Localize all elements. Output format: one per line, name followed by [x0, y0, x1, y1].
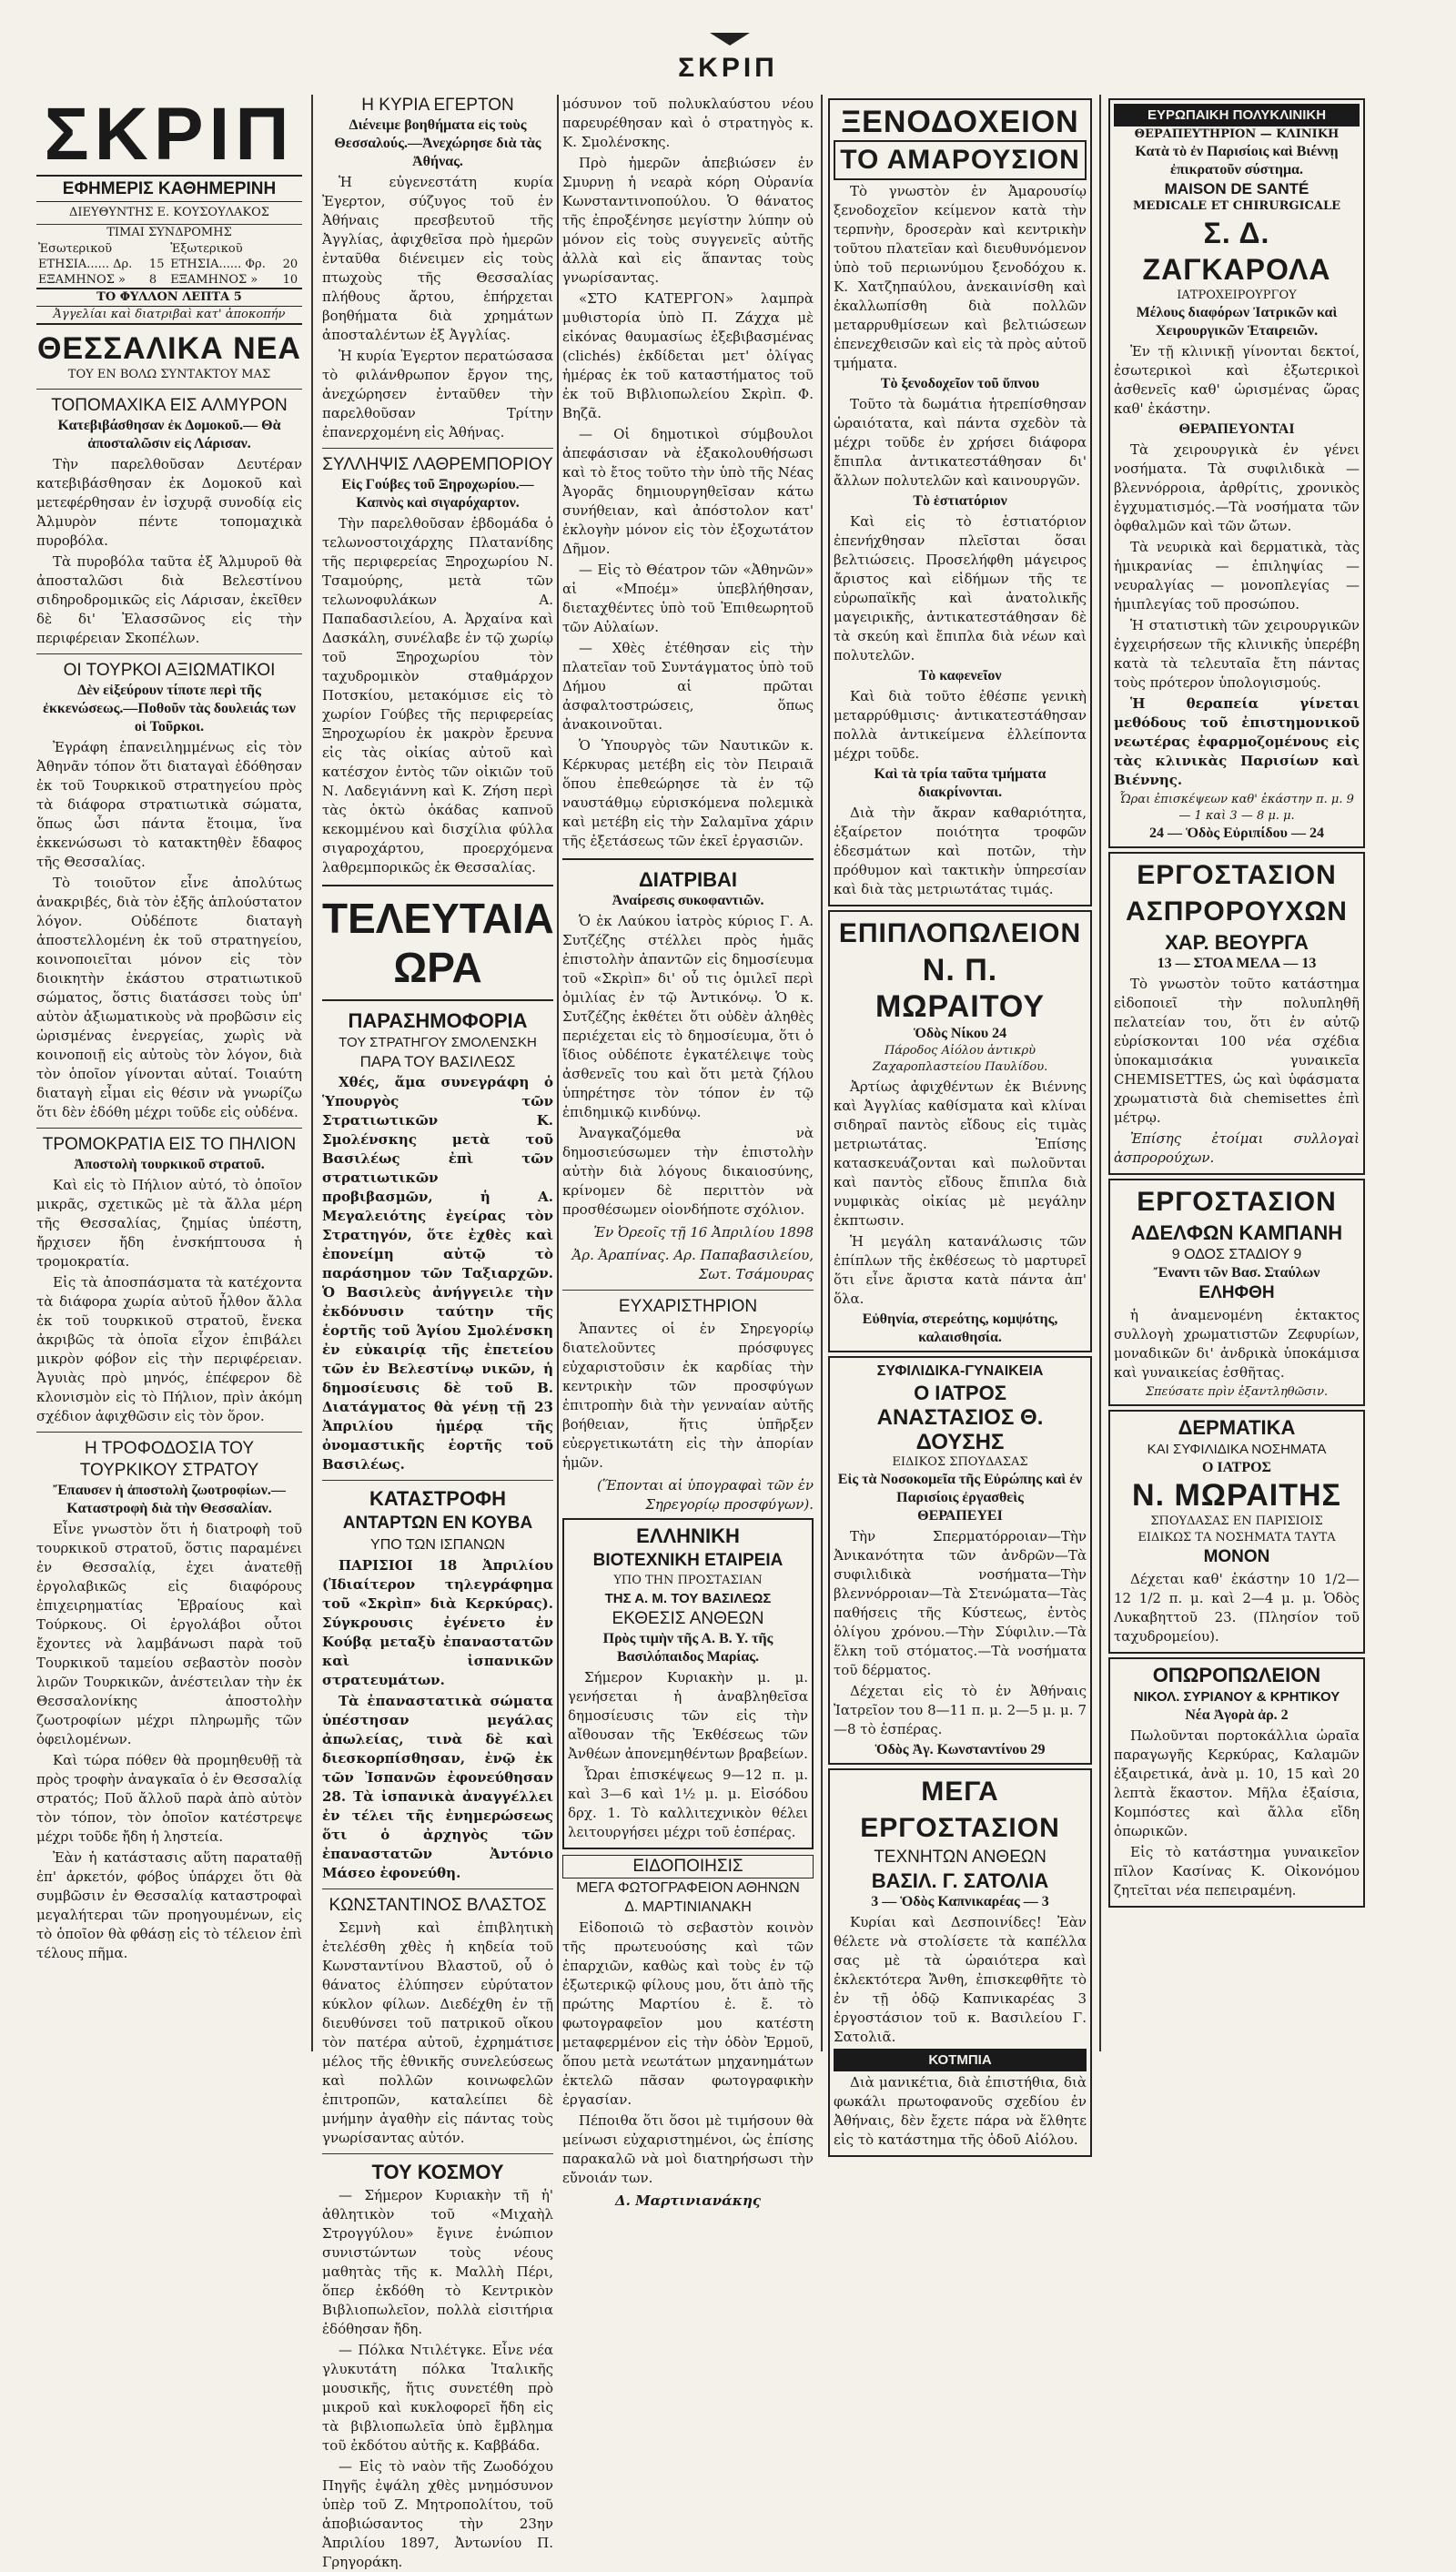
divider [322, 1480, 553, 1481]
table-cell [147, 241, 168, 257]
paragraph: Τὴν παρελθοῦσαν Δευτέραν κατεβιβάσθησαν ἐκ Δομοκοῦ καὶ μετεφέρθησαν ἐν ἰσχυρᾷ συνοδίᾳ εἰς Ἀλμυρὸν πέντε τοπομαχικὰ πυροβόλα. [36, 456, 302, 549]
advert-box [1108, 98, 1365, 848]
headline: ΔΙΑΤΡΙΒΑΙ [638, 868, 738, 891]
headline: ΕΙΔΟΠΟΙΗΣΙΣ [562, 1855, 814, 1878]
table-cell [281, 241, 302, 257]
paragraph: Ἐὰν ἡ κατάστασις αὕτη παραταθῇ ἐπ' ἀρκετόν, φόβος ὑπάρχει ὅτι θὰ συμβῶσιν ἐν Θεσσαλίᾳ καταστροφαὶ μεγαλήτεραι τῶν προηγουμένων, εἰς τὸ ὁποῖον θὰ φθάσῃ εἰς τὸ τέλειον ἐπὶ τέλους πῆμα. [36, 1849, 302, 1961]
subheadline: ΘΕΡΑΠΕΥΤΗΡΙΟΝ — ΚΛΙΝΙΚΗ [1134, 127, 1340, 141]
subheadline: ΠΑΡΑ ΤΟΥ ΒΑΣΙΛΕΩΣ [359, 1053, 516, 1070]
column-4 [828, 95, 1092, 2148]
address: 3 — Ὁδὸς Καπνικαρέας — 3 [871, 1894, 1049, 1909]
deck: Κατὰ τὸ ἐν Παρισίοις καὶ Βιέννῃ ἐπικρατοῦν σύστημα. [1135, 144, 1339, 177]
paragraph: Τὴν παρελθοῦσαν ἑβδομάδα ὁ τελωνοστοιχάρχης Πλατανίδης τῆς περιφερείας Ξηροχωρίου Ν. Τσαμούρης, μετὰ τῶν τελωνοφυλάκων Α. Παπαδασιλείου, Α. Ἀρχαίνα καὶ Δασκάλη, συνέλαβε ἐν τῷ χωρίῳ τοῦ Ξηροχωρίου τὸν ταχυδρομικὸν σταθμάρχον Ποτσκίου, μετακόμισε εἰς τὸ χωρίον Γούβες τῆς περιφερείας Ξηροχωρίου ἐκ μακρὸν ἔρευνα εἰς τὰς οἰκίας αὐτοῦ καὶ κατέσχον ἐντὸς τῶν οἰκιῶν τοῦ Ν. Λαδεγιάννη καὶ Κ. Ζήση περὶ τὰς ὀκτὼ ὀκάδας καπνοῦ κεκομμένου καὶ δισχίλια φύλλα σιγαροχάρτου, προερχόμενα λαθρεμπορικῶς ἐκ Θεσσαλίας. [322, 515, 553, 876]
section-label: ΘΕΡΑΠΕΥΟΝΤΑΙ [1178, 421, 1295, 437]
paragraph: Ἡ θεραπεία γίνεται μεθόδους τοῦ ἐπιστημονικοῦ νεωτέρας ἐφαρμοζομένους εἰς τὰς κλινικὰς Παρισίων καὶ Βιέννης. [1114, 695, 1360, 788]
divider [36, 1128, 302, 1129]
subheadline: ΒΙΟΤΕΧΝΙΚΗ ΕΤΑΙΡΕΙΑ [592, 1551, 784, 1570]
paragraph: Τὰ πυροβόλα ταῦτα ἐξ Ἁλμυροῦ θὰ ἀποσταλῶσι διὰ Βελεστίνου σιδηροδρομικῶς εἰς Λάρισαν, ἐκεῖθεν δὲ δι' Ἐλασσῶνος εἰς τὴν περιφέρειαν Σκοπέλων. [36, 553, 302, 646]
hours: Ὧραι ἐπισκέψεων καθ' ἑκάστην π. μ. 9 — 1 καὶ 3 — 8 μ. μ. [1119, 793, 1354, 823]
headline: ΕΥΡΩΠΑΙΚΗ ΠΟΛΥΚΛΙΝΙΚΗ [1114, 104, 1360, 127]
paragraph: Τὴν Σπερματόρροιαν—Τὴν Ἀνικανότητα τῶν ἀνδρῶν—Τὰ συφιλιδικὰ νοσήματα—Τὴν βλεννόρροιαν—Τὰ Στενώματα—Τὰς παθήσεις τῆς Κύστεως, ἐντὸς ὀλίγου χρόνου.—Τὴν Σύφιλιν.—Τὰ ἕλκη τοῦ στόματος.—Τὰ νοσήματα τοῦ δέρματος. [834, 1528, 1087, 1678]
subheadline: ΙΑΤΡΟΧΕΙΡΟΥΡΓΟΥ [1177, 289, 1297, 302]
headline: Η ΚΥΡΙΑ ΕΓΕΡΤΟΝ [361, 96, 514, 115]
column-5 [1108, 95, 1365, 2061]
subheadline: MAISON DE SANTÉ [1164, 180, 1309, 197]
deck: Ἔπαυσεν ἡ ἀποστολὴ ζωοτροφίων.—Καταστροφὴ διὰ τὴν Θεσσαλίαν. [53, 1483, 286, 1516]
advert-box [1108, 1179, 1365, 1406]
section-label: Καὶ τὰ τρία ταῦτα τμήματα διακρίνονται. [874, 766, 1046, 800]
address: 9 ΟΔΟΣ ΣΤΑΔΙΟΥ 9 [1171, 1247, 1302, 1262]
headline: Η ΤΡΟΦΟΔΟΣΙΑ ΤΟΥ ΤΟΥΡΚΙΚΟΥ ΣΤΡΑΤΟΥ [79, 1439, 259, 1480]
table-cell: ΕΤΗΣΙΑ...... Δρ. [38, 258, 133, 271]
paragraph: Καὶ τώρα πόθεν θὰ προμηθευθῇ τὰ πρὸς τροφὴν ἀναγκαῖα ὁ ἐν Θεσσαλίᾳ στρατός; Ποῦ ἄλλοῦ παρὰ ἀπὸ αὐτὸν τὸν τόπον, τὸν ὁποῖον κατέστρεψε μέχρι τοῦδε ἤδη ἡ ληστεία. [36, 1752, 302, 1845]
paragraph: Πέποιθα ὅτι ὅσοι μὲ τιμήσουν θὰ μείνωσι εὐχαριστημένοι, ὡς ἐπίσης παρακαλῶ νὰ μοὶ διατηρήσωσι τὴν εὔνοιάν των. [562, 2112, 814, 2186]
headline: ΕΥΧΑΡΙΣΤΗΡΙΟΝ [618, 1297, 758, 1316]
paragraph: ἡ ἀναμενομένη ἐκτακτος συλλογὴ χρωματιστῶν Ζεφυρίων, μοναδικῶν δι' ἀνδρικὰ ὑποκάμισα καὶ γυναικείας ἐσθῆτας. [1114, 1307, 1360, 1381]
column-rule [821, 95, 823, 2051]
subheadline: ΚΑΙ ΣΥΦΙΛΙΔΙΚΑ ΝΟΣΗΜΑΤΑ [1147, 1442, 1327, 1457]
paragraph: Εἶνε γνωστὸν ὅτι ἡ διατροφὴ τοῦ τουρκικοῦ στρατοῦ, ὅστις παραμένει ἐν Θεσσαλίᾳ, ἐχει ἀνατεθῇ ἐργολαβικῶς εἰς διαφόρους ἐπιχειρηματίας Ἑβραίους καὶ Τούρκους. Οἱ ἐργολάβοι οὗτοι ἔχοντες νὰ λαμβάνωσι παρὰ τοῦ Τουρκικοῦ ταμείου σεβαστὸν ποσὸν λιρῶν Τουρκικῶν, ἀνέστειλαν τὴν ἐκ Θεσσαλονίκης ἀποστολὴν ζωοτροφίων μέχρι πληρωμῆς τῶν ὀφειλομένων. [36, 1521, 302, 1747]
table-cell: 8 [148, 273, 157, 287]
section-label: Τὸ ξενοδοχεῖον τοῦ ὕπνου [880, 376, 1040, 391]
paragraph: Εἰς τὰ ἀποσπάσματα τὰ κατέχοντα τὰ διάφορα χωρία αὐτοῦ ἦλθον ἄλλα ἐκ τοῦ τουρκικοῦ στρατοῦ, ἔνεκα ἀκριβῶς τὰ ὁποῖα εἶχον ἐπιβάλει μικρὸν φόβον εἰς τὴν περιφέρειαν. Ἀγυιὰς πρὸ μηνός, ἐπέφερον δὲ κλονισμὸν εἰς τὸ Πήλιον, πρὶν ἀκόμη σχέδιον ἀφιχθῶσιν εἰς τὸν ὅρον. [36, 1274, 302, 1424]
paragraph: — Εἰς τὸ ναὸν τῆς Ζωοδόχου Πηγῆς ἐψάλη χθὲς μνημόσυνον ὑπὲρ τοῦ Ζ. Μητροπολίτου, τοῦ ἀποβιώσαντος τὴν 23ην Ἀπριλίου 1897, Ἀντωνίου Π. Γρηγοράκη. [322, 2458, 553, 2570]
deck: Διένειμε βοηθήματα εἰς τοὺς Θεσσαλούς.—Ἀνεχώρησε διὰ τὰς Ἀθήνας. [334, 117, 541, 169]
address: 13 — ΣΤΟΑ ΜΕΛΑ — 13 [1157, 956, 1317, 971]
paragraph: Ἡ εὐγενεστάτη κυρία Ἐγερτον, σύζυγος τοῦ ἐν Ἀθήναις πρεσβευτοῦ τῆς Ἀγγλίας, ἀφιχθεῖσα πρὸ ἡμερῶν ἐνταῦθα διένειμεν εἰς τοὺς πτωχοὺς τῆς Θεσσαλίας πλήθους ἄρτου, ἐπήρχεται βοηθήματα διὰ χρημάτων ἀποσταλέντων ἐξ Ἀγγλίας. [322, 174, 553, 343]
paragraph: — Χθὲς ἐτέθησαν εἰς τὴν πλατεῖαν τοῦ Συντάγματος ὑπὸ τοῦ Δήμου αἱ πρῶται ἀσφαλτοστρώσεις, ὅπως ἀνακοινοῦται. [562, 640, 814, 733]
deck: Δὲν εἰξεύρουν τίποτε περὶ τῆς ἐκκενώσεως.—Ποθοῦν τὰς δουλειάς των οἱ Τοῦρκοι. [43, 683, 296, 734]
deck: Κατεβιβάσθησαν ἐκ Δομοκοῦ.— Θὰ ἀποσταλῶσιν εἰς Λάρισαν. [57, 418, 281, 451]
address: Πάροδος Αἰόλου ἀντικρὺ Ζαχαροπλαστείου Παυλίδου. [872, 1044, 1048, 1074]
table-cell: ΕΞΑΜΗΝΟΣ » [170, 273, 258, 287]
paragraph: Σεμνὴ καὶ ἐπιβλητικὴ ἐτελέσθη χθὲς ἡ κηδεία τοῦ Κωνσταντίνου Βλαστοῦ, οὗ ὁ θάνατος ἐλύπησεν εὐρύτατον κύκλον φίλων. Διεδέχθη ἐν τῇ διευθύνσει τοῦ πατρικοῦ οἴκου τὸν πατέρα αὐτοῦ, ἐχρημάτισε μέλος τῆς ἐθνικῆς συνελεύσεως καὶ πολλῶν κοινωφελῶν ἐπιτροπῶν, καταλείπει δὲ μνήμην ἀγαθὴν εἰς πάντας τοὺς γνωρίσαντας αὐτόν. [322, 1919, 553, 2146]
table-cell: ΕΞΑΜΗΝΟΣ » [38, 273, 126, 287]
headline: ΜΕΓΑ ΕΡΓΟΣΤΑΣΙΟΝ [860, 1777, 1060, 1843]
running-head: ΣΚΡΙΠ [678, 53, 778, 83]
paragraph: Χθές, ἅμα συνεγράφη ὁ Ὑπουργὸς τῶν Στρατιωτικῶν Κ. Σμολένσκης μετὰ τοῦ Βασιλέως ἐπὶ τῶν στρατιωτικῶν προβιβασμῶν, ἡ Α. Μεγαλειότης ἐγείρας τὸν Στρατηγόν, ὅτε ἐχθὲς καὶ ἐπονείμη αὐτῷ τὸ παράσημον τῶν Ταξιαρχῶν. Ὁ Βασιλεὺς ἀνήγγειλε τὴν ἐκδόνυσιν ταύτην τῆς ἑορτῆς τοῦ Ἁγίου Σμολένσκη ἐν εὐκαιρίᾳ τῆς ἐπετείου τῶν ἐν Βελεστίνῳ νικῶν, ἡ δημοσίευσις δὲ τοῦ Β. Διατάγματος θὰ γένῃ τῇ 23 Ἀπριλίου ἡμέρᾳ τῆς ὀνομαστικῆς ἑορτῆς τοῦ Βασιλέως. [322, 1074, 553, 1473]
paragraph: Ἐπίσης ἐτοίμαι συλλογαὶ ἀσπρορούχων. [1114, 1130, 1360, 1166]
paragraph: Ἐν τῇ κλινικῇ γίνονται δεκτοί, ἐσωτερικοὶ καὶ ἐξωτερικοὶ ἀσθενεῖς καθ' ὡρισμένας ὥρας καθ' ἑκάστην. [1114, 343, 1360, 417]
subheadline: ΕΙΔΙΚΟΣ ΣΠΟΥΔΑΣΑΣ [892, 1455, 1028, 1469]
paragraph: Σήμερον Κυριακὴν μ. μ. γενήσεται ἡ ἀναβληθεῖσα δημοσίευσις τῶν εἰς τὴν αἴθουσαν τῆς Ἐκθέσεως τῶν Ἀνθέων ἀπονεμηθέντων βραβείων. [568, 1669, 808, 1762]
paragraph: Καὶ εἰς τὸ Πήλιον αὐτό, τὸ ὁποῖον μικρᾶς, σχετικῶς μὲ τὰ ἄλλα μέρη τῆς Θεσσαλίας, ζημίας ὑπέστη, ἤρχισεν ἤδη ἐνσκήπτουσα ἡ τρομοκρατία. [36, 1177, 302, 1270]
headline: ΕΛΛΗΝΙΚΗ [636, 1524, 740, 1547]
paragraph: Σπεύσατε πρὶν ἐξαντληθῶσιν. [1145, 1385, 1329, 1399]
subheadline: ΑΔΕΛΦΩΝ ΚΑΜΠΑΝΗ [1130, 1221, 1343, 1244]
deck: Εἰς τὰ Νοσοκομεῖα τῆς Εὐρώπης καὶ ἐν Παρισίοις ἐργασθεὶς [837, 1472, 1083, 1505]
headline: ΕΡΓΟΣΤΑΣΙΟΝ [1137, 860, 1337, 890]
section-label: ΚΟΤΜΠΙΑ [834, 2049, 1087, 2071]
big-headline: ΤΕΛΕΥΤΑΙΑ ΩΡΑ [322, 895, 554, 991]
paragraph: Ἡ κυρία Ἐγερτον περατώσασα τὸ φιλάνθρωπον ἔργον της, ἀνεχώρησεν ἐνταῦθεν τὴν παρελθοῦσαν Τρίτην ἐπανερχομένη εἰς Ἀθήνας. [322, 348, 553, 440]
divider [322, 2153, 553, 2154]
advert-box [828, 98, 1092, 906]
subheadline: ΜΟΝΟΝ [1203, 1547, 1270, 1566]
address: 24 — Ὁδὸς Εὐριπίδου — 24 [1149, 825, 1324, 841]
address: Ὁδὸς Νίκου 24 [913, 1026, 1007, 1041]
subheadline: ΤΕΧΝΗΤΩΝ ΑΝΘΕΩΝ [874, 1848, 1046, 1867]
headline: ΤΟΥ ΚΟΣΜΟΥ [371, 2161, 504, 2183]
subheadline: ΑΣΠΡΟΡΟΥΧΩΝ [1126, 896, 1348, 927]
divider [36, 1432, 302, 1433]
divider [322, 1888, 553, 1889]
subheadline: ΤΟ ΑΜΑΡΟΥΣΙΟΝ [834, 140, 1087, 180]
subheadline: ΧΑΡ. ΒΕΟΥΡΓΑ [1165, 931, 1309, 954]
paragraph: Δέχεται καθ' ἑκάστην 10 1/2—12 1/2 π. μ. καὶ 2—4 μ. μ. Ὁδὸς Λυκαβηττοῦ 23. (Πλησίον τοῦ ταχυδρομείου). [1114, 1571, 1360, 1645]
address: Νέα Ἀγορὰ ἀρ. 2 [1185, 1707, 1289, 1723]
headline: ΞΕΝΟΔΟΧΕΙΟΝ [841, 105, 1079, 139]
signature: Ἀρ. Ἀραπίνας. Αρ. Παπαβασιλείου, Σωτ. Τσάμουρας [571, 1247, 814, 1282]
subheadline: Ν. Π. ΜΩΡΑΙΤΟΥ [875, 953, 1046, 1024]
table-cell: 15 [148, 258, 165, 271]
column-rule [1099, 95, 1101, 2051]
paragraph: — Εἰς τὸ Θέατρον τῶν «Ἀθηνῶν» αἱ «Μποέμ» ὑπεβλήθησαν, διεταχθέντες ὑπὸ τοῦ Ἐπιθεωρητοῦ τῶν Αὐλαίων. [562, 562, 814, 635]
paragraph: Τὰ ἐπαναστατικὰ σώματα ὑπέστησαν μεγάλας ἀπωλείας, τινὰ δὲ καὶ διεσκορπίσθησαν, ἐνῷ ἐκ τῶν Ἰσπανῶν ἐφονεύθησαν 28. Τὰ ἰσπανικὰ ἀναγγέλλει ἐν τέλει τῆς ἐνημερώσεως ὅτι ὁ ἀρχηγὸς τῶν ἐπαναστατῶν Ἀντόνιο Μάσεο ἐφονεύθη. [322, 1693, 553, 1881]
deck: Μέλους διαφόρων Ἰατρικῶν καὶ Χειρουργικῶν Ἑταιρειῶν. [1136, 305, 1338, 339]
paragraph: ΠΑΡΙΣΙΟΙ 18 Ἀπριλίου (Ἰδιαίτερον τηλεγράφημα τοῦ «Σκρὶπ» διὰ Κερκύρας). Σύγκρουσις ἐγένετο ἐν Κούβᾳ μεταξὺ ἐπαναστατῶν καὶ ἰσπανικῶν στρατευμάτων. [322, 1557, 553, 1688]
headline: ΔΕΡΜΑΤΙΚΑ [1178, 1416, 1296, 1439]
divider [322, 448, 553, 449]
headline: ΤΟΠΟΜΑΧΙΚΑ ΕΙΣ ΑΛΜΥΡΟΝ [51, 396, 288, 415]
paragraph: Ὁ Ὑπουργὸς τῶν Ναυτικῶν κ. Κέρκυρας μετέβη εἰς τὸν Πειραιᾶ ὅπου ἐπεθεώρησε τὰ ἐν τῷ ναυστάθμῳ εὑρισκόμενα πολεμικὰ καὶ μετέβη εἰς τὴν Σαλαμῖνα χάριν τῆς ἐξετάσεως τῶν ἐκεῖ ἐργασιῶν. [562, 737, 814, 849]
advert-box [828, 910, 1092, 1352]
table-cell: 20 [282, 258, 298, 271]
subscription-table [36, 241, 302, 288]
ads-note: Ἀγγελίαι καὶ διατριβαὶ κατ' ἀποκοπήν [36, 307, 302, 325]
paragraph: Τοῦτο τὰ δωμάτια ἠτρεπίσθησαν ὡραιότατα, καὶ πάντα σχεδὸν τὰ μέχρι τοῦδε ἐν χρήσει διάφορα ἔπιπλα ἀντικατεστάθησαν δι' ἄλλων πολυτελῶν καὶ καινουργῶν. [834, 396, 1087, 489]
advert-box [828, 1768, 1092, 2157]
paragraph: Ἐγράφη ἐπανειλημμένως εἰς τὸν Ἀθηνᾶν τόπον ὅτι διαταγαὶ ἐδόθησαν ἐκ τοῦ Τουρκικοῦ στρατηγείου πρὸς τὰ διάφορα στρατιωτικὰ σώματα, ὅπως ὦσι πάντα ἕτοιμα, ἵνα ἐκκενώσωσι τὸ κατακτηθὲν ἔδαφος τῆς Θεσσαλίας. [36, 739, 302, 870]
deck: Εἰς Γούβες τοῦ Ξηροχωρίου.—Καπνὸς καὶ σιγαρόχαρτον. [341, 477, 534, 511]
paragraph: Ὧραι ἐπισκέψεως 9—12 π. μ. καὶ 3—6 καὶ 1½ μ. μ. Εἰσόδου δρχ. 1. Τὸ καλλιτεχνικὸν θέλει λειτουργήσει μέχρι τοῦ ἐσπέρας. [568, 1767, 808, 1840]
masthead-subtitle: ΕΦΗΜΕΡΙΣ ΚΑΘΗΜΕΡΙΝΗ [36, 175, 302, 202]
doctor-name: ΑΝΑΣΤΑΣΙΟΣ Θ. ΔΟΥΣΗΣ [876, 1405, 1044, 1454]
divider [322, 885, 553, 886]
paragraph: Πρὸ ἡμερῶν ἀπεβιώσεν ἐν Σμυρνῃ ἡ νεαρὰ κόρη Οὐρανία Κωνσταντινοπούλου. Ὁ θάνατος τῆς ἐπροξένησε μεγίστην λύπην οὐ μόνον εἰς τοὺς συγγενεῖς αὐτῆς ἀλλὰ καὶ εἰς ἅπαντας τοὺς γνωρίσαντας. [562, 155, 814, 286]
subheadline: Ο ΙΑΤΡΟΣ [914, 1382, 1006, 1404]
paragraph: Κυρίαι καὶ Δεσποινίδες! Ἐὰν θέλετε νὰ στολίσετε τὰ καπέλλα σας μὲ τὰ ὡραιότερα καὶ ἐκλεκτότερα Ἄνθη, ἐπισκεφθῆτε τὸ ἐν τῇ ὁδῷ Καπνικαρέας 3 ἐργοστάσιον τοῦ κ. Βασιλείου Γ. Σατολιᾶ. [834, 1914, 1087, 2045]
issue-price: ΤΟ ΦΥΛΛΟΝ ΛΕΠΤΑ 5 [36, 288, 302, 307]
deck: Πρὸς τιμὴν τῆς Α. Β. Υ. τῆς Βασιλόπαιδος Μαρίας. [602, 1631, 774, 1665]
address: Ὁδὸς Ἀγ. Κωνσταντίνου 29 [875, 1742, 1046, 1757]
paragraph: Καὶ εἰς τὸ ἑστιατόριον ἐπενήχθησαν πλεῖσται ὅσαι βελτιώσεις. Προσελήφθη μάγειρος ἄριστος καὶ εἰδήμων τῆς τε εὐρωπαϊκῆς καὶ ἀνατολικῆς μαγειρικῆς, ἀντικατεστάθησαν δὲ τὰ σκεύη καὶ ἔπιπλα διὰ νέων καὶ πολυτελῶν. [834, 513, 1087, 663]
headline: ΟΠΩΡΟΠΩΛΕΙΟΝ [1152, 1664, 1321, 1686]
column-rule [557, 95, 559, 2051]
section-label: ΘΕΡΑΠΕΥΕΙ [917, 1508, 1003, 1524]
headline: ΣΥΦΙΛΙΔΙΚΑ-ΓΥΝΑΙΚΕΙΑ [876, 1363, 1044, 1379]
headline: ΟΙ ΤΟΥΡΚΟΙ ΑΞΙΩΜΑΤΙΚΟΙ [63, 661, 276, 680]
advert-box [1108, 852, 1365, 1175]
subheadline: ΤΗΣ Α. Μ. ΤΟΥ ΒΑΣΙΛΕΩΣ [604, 1591, 772, 1606]
subheadline: Ο ΙΑΤΡΟΣ [1201, 1460, 1272, 1475]
divider [36, 653, 302, 654]
paragraph: Διὰ τὴν ἄκραν καθαριότητα, ἐξαίρετον ποιότητα τροφῶν ἐδεσμάτων καὶ ποτῶν, τὴν πρόθυμον καὶ τακτικὴν ὑπηρεσίαν καὶ διὰ τὰς μετριωτάτας τιμάς. [834, 805, 1087, 897]
paragraph: Ἀναγκαζόμεθα νὰ δημοσιεύσωμεν τὴν ἐπιστολὴν αὐτὴν διὰ λόγους δικαιοσύνης, κρίνομεν δὲ περιττὸν νὰ προσθέσωμεν οἱονδήποτε σχόλιον. [562, 1125, 814, 1218]
headline: ΤΡΟΜΟΚΡΑΤΙΑ ΕΙΣ ΤΟ ΠΗΛΙΟΝ [42, 1135, 297, 1154]
paragraph: — Σήμερον Κυριακὴν τῆ ἡ' ἀθλητικὸν τοῦ «Μιχαὴλ Στρογγύλου» ἔγινε ἐνώπιον συνιστώντων τοὺς νέους μαθητὰς τῆς κ. Μαλλὴ Πέρι, ὅπερ ἐκδόθη τὸ Κεντρικὸν Βιβλιοπωλεῖον, πολλὰ εἰσιτήρια ἐδόθησαν ἤδη. [322, 2187, 553, 2337]
table-cell: ΕΤΗΣΙΑ...... Φρ. [170, 258, 266, 271]
headline: ΚΩΝΣΤΑΝΤΙΝΟΣ ΒΛΑΣΤΟΣ [329, 1896, 547, 1915]
table-cell: Ἐσωτερικοῦ [38, 242, 113, 256]
paragraph: Ὁ ἐκ Λαύκου ἰατρὸς κύριος Γ. Α. Συτζέζης στέλλει πρὸς ἡμᾶς ἐπιστολὴν ἀπαντῶν εἰς δημοσίευμα τοῦ «Σκρὶπ» δι' οὗ τις ὁμιλεῖ περὶ ὁμιλίας ἐν τῷ Ἀντικόνῳ. Ὁ κ. Συτζέζης ἐκθέτει ὅτι οὐδὲν ἀληθὲς περιέχεται εἰς τὸ δημοσίευμα, ὅτι ὁ ἴδιος οὐδέποτε ἐγκατέλειψε τοὺς ἀσθενεῖς του καὶ ὅτι μετὰ ζήλου ὑπηρέτησε τὸν τόπον ἐν τῷ ἐπιδημικῷ κινδύνῳ. [562, 913, 814, 1120]
advert-box [562, 1518, 814, 1849]
section-label: ΕΛΗΦΘΗ [1198, 1283, 1275, 1302]
subheadline: ΕΙΔΙΚΩΣ ΤΑ ΝΟΣΗΜΑΤΑ ΤΑΥΤΑ [1138, 1531, 1336, 1544]
masthead-director: ΔΙΕΥΘΥΝΤΗΣ Ε. ΚΟΥΣΟΥΛΑΚΟΣ [36, 202, 302, 225]
headline: ΕΠΙΠΛΟΠΩΛΕΙΟΝ [838, 918, 1082, 948]
headline: ΠΑΡΑΣΗΜΟΦΟΡΙΑ [348, 1009, 528, 1032]
subheadline: ΜΕΓΑ ΦΩΤΟΓΡΑΦΕΙΟΝ ΑΘΗΝΩΝ [576, 1880, 800, 1896]
paragraph: — Πόλκα Ντιλέτγκε. Εἶνε νέα γλυκυτάτη πόλκα Ἰταλικῆς μουσικῆς, ἥτις συνετέθη πρὸ μικροῦ καὶ κυκλοφορεῖ ἤδη εἰς τὰ βιβλιοπωλεῖα ὑπὸ ἔμβλημα τοῦ ἐκδότου αὐτῆς κ. Καββάδα. [322, 2342, 553, 2454]
paragraph: Εἰς τὸ κατάστημα γυναικεῖον πῖλον Κασίνας Κ. Οἰκονόμου ζητεῖται νέα πεπειραμένη. [1114, 1844, 1360, 1899]
address: Ἔναντι τῶν Βασ. Σταύλων [1153, 1265, 1320, 1281]
paragraph: Τὰ χειρουργικὰ ἐν γένει νοσήματα. Τὰ συφιλιδικὰ — βλεννόρροια, ἀρθρίτις, χρονικὸς ἐγχυματισμός.—Τὰ νοσήματα τῶν ὀφθαλμῶν καὶ τῶν ὤτων. [1114, 441, 1360, 534]
headline: ΚΑΤΑΣΤΡΟΦΗ [369, 1487, 506, 1510]
section-label: Τὸ ἑστιατόριον [913, 493, 1007, 509]
paragraph: Ἀρτίως ἀφιχθέντων ἐκ Βιέννης καὶ Ἀγγλίας καθίσματα καὶ κλίναι σιδηραῖ παντὸς εἴδους εἰς τιμὰς μετριωτάτας. Ἐπίσης κατασκευάζονται καὶ πωλοῦνται καὶ παντὸς εἴδους ἔπιπλα διὰ νυμφικὰς οἰκίας μὲ μεγάλην ἐκπτωσιν. [834, 1078, 1087, 1229]
paragraph: Πωλοῦνται πορτοκάλλια ὡραῖα παραγωγῆς Κερκύρας, Καλαμῶν ἐξαιρετικά, ἀνὰ μ. 10, 15 καὶ 20 λεπτὰ ἕκαστον. Μῆλα ἐξαίσια, Κομπόστες καὶ ἄλλα εἴδη ὀπωρικῶν. [1114, 1727, 1360, 1839]
subheadline: ΣΠΟΥΔΑΣΑΣ ΕΝ ΠΑΡΙΣΙΟΙΣ [1150, 1514, 1323, 1528]
subheadline: ΑΝΤΑΡΤΩΝ ΕΝ ΚΟΥΒΑ [342, 1514, 533, 1533]
subheadline: Δ. ΜΑΡΤΙΝΙΑΝΑΚΗ [624, 1899, 752, 1915]
divider [562, 1290, 814, 1291]
subheadline: ΕΚΘΕΣΙΣ ΑΝΘΕΩΝ [612, 1609, 764, 1628]
dateline: Ἐν Ὀρεοῖς τῇ 16 Ἀπριλίου 1898 [593, 1224, 814, 1240]
table-row [36, 272, 302, 288]
table-row [36, 241, 302, 257]
paragraph: Τὰ νευρικὰ καὶ δερματικὰ, τὰς ἡμικρανίας — ἐπιληψίας — νευραλγίας — μονοπλεγίας — ἡμιπλεγίας τοῦ προσώπου. [1114, 539, 1360, 613]
paragraph: Τὸ γνωστὸν τοῦτο κατάστημα εἰδοποιεῖ τὴν πολυπληθῆ πελατείαν του, ὅτι ἐν αὐτῷ εὑρίσκονται 100 νέα σχέδια ὑποκαμισάκια γυναικεῖα CHEMISETTES, ὡς καὶ ὑφάσματα χρωματιστὰ διὰ chemisettes ἐπὶ μέτρῳ. [1114, 976, 1360, 1126]
divider [36, 389, 302, 390]
paragraph: Ἡ μεγάλη κατανάλωσις τῶν ἐπίπλων τῆς ἐκθέσεως τὸ μαρτυρεῖ ὅτι εἶνε ἄριστα κατὰ πάντα ἀπ' ὅλα. [834, 1233, 1087, 1307]
advert-box [1108, 1657, 1365, 1908]
table-cell: Ἐξωτερικοῦ [170, 242, 243, 256]
subheadline: MEDICALE ET CHIRURGICALE [1132, 199, 1341, 213]
masthead-title: ΣΚΡΙΠ [44, 93, 295, 176]
section-title: ΘΕΣΣΑΛΙΚΑ ΝΕΑ [37, 331, 301, 366]
divider [322, 999, 553, 1001]
paragraph: Τὸ γνωστὸν ἐν Ἀμαρουσίῳ ξενοδοχεῖον κείμενον κατὰ τὴν τερπνὴν, δροσερὰν καὶ κεντρικὴν τοῦτου πλατεῖαν καὶ διευθυνόμενον ὑπὸ τοῦ περιωνύμου ξενοδόχου κ. Κ. Χατζηπαύλου, ἀνεκαινίσθη καὶ ἐκαλλωπίσθη διὰ πολλῶν μεταρρυθμίσεων καὶ βελτιώσεων ἐπενεχθεισῶν καὶ εἰς τὰ πρὸς αὐτοῦ τμήματα. [834, 183, 1087, 371]
headline: ΣΥΛΛΗΨΙΣ ΛΑΘΡΕΜΠΟΡΙΟΥ [322, 455, 553, 474]
section-label: Τὸ καφενεῖον [918, 668, 1002, 684]
slogan: Εὐθηνία, στερεότης, κομψότης, καλαισθησία. [862, 1311, 1058, 1345]
signature: (Ἕπονται αἱ ὑπογραφαὶ τῶν ἐν Σηρεγορίῳ προσφύγων). [596, 1477, 814, 1513]
subheadline: ΝΙΚΟΛ. ΣΥΡΙΑΝΟΥ & ΚΡΗΤΙΚΟΥ [1133, 1689, 1340, 1705]
deck: Ἀναίρεσις συκοφαντιῶν. [612, 893, 764, 908]
paragraph: Τὸ τοιοῦτον εἶνε ἀπολύτως ἀνακριβές, διὰ τὸν ἐξῆς ἁπλούστατον λόγον. Οὐδέποτε διαταγὴ ἀποστελλομένη ἐκ τοῦ στρατηγείου, κοινοποιεῖται μόνον εἰς τὸν διοικητὴν ἑκάστου στρατιωτικοῦ σώματος, ὅστις διατάσσει τοὺς ὑπ' αὐτὸν ἀξιωματικοὺς νὰ προβῶσιν εἰς ὡρισμένας ἐνεργείας, χωρὶς νὰ κοινοποιῇ εἰς αὐτοὺς τὸν λόγον, διὰ τὸν ὁποῖον γίνονται αὐταί. Τοιαύτη διαταγὴ εἶμαι εἰς θέσιν νὰ γνωρίζω ὅτι δὲν ἐδόθη μέχρι τοῦδε εἰς οὐδένα. [36, 875, 302, 1120]
subscription-label: ΤΙΜΑΙ ΣΥΝΔΡΟΜΗΣ [106, 226, 232, 239]
doctor-name: Σ. Δ. ΖΑΓΚΑΡΟΛΑ [1142, 217, 1331, 286]
byline: ΤΟΥ ΕΝ ΒΟΛΩ ΣΥΝΤΑΚΤΟΥ ΜΑΣ [67, 368, 271, 381]
column-rule [311, 95, 313, 2051]
paragraph: Διὰ μανικέτια, διὰ ἐπιστήθια, διὰ φωκάλι πρωτοφανοῦς σχεδίου ἐν Ἀθήναις, δὲν ἔχετε πάρα νὰ ἔλθητε εἰς τὸ κατάστημα τῆς ὁδοῦ Αἰόλου. [834, 2074, 1087, 2148]
subheadline: ΒΑΣΙΛ. Γ. ΣΑΤΟΛΙΑ [871, 1869, 1049, 1892]
doctor-name: Ν. ΜΩΡΑΙΤΗΣ [1132, 1478, 1341, 1513]
ornament-mark [710, 33, 750, 46]
table-cell: 10 [282, 273, 298, 287]
signature: Δ. Μαρτινιανάκης [615, 2192, 761, 2209]
subheadline: ΥΠΟ ΤΗΝ ΠΡΟΣΤΑΣΙΑΝ [613, 1574, 763, 1587]
deck: Ἀποστολὴ τουρκικοῦ στρατοῦ. [74, 1157, 265, 1172]
paragraph: Ἡ στατιστικὴ τῶν χειρουργικῶν ἐγχειρήσεων τῆς κλινικῆς ὑπερέβη κατὰ τὰ τελευταῖα ἔτη πάντας τοὺς πρότερον ὑπολογισμούς. [1114, 617, 1360, 691]
advert-box [828, 1356, 1092, 1765]
paragraph: Δέχεται εἰς τὸ ἐν Ἀθήναις Ἰατρεῖον του 8—11 π. μ. 2—5 μ. μ. 7—8 τὸ ἑσπέρας. [834, 1683, 1087, 1737]
paragraph: μόσυνον τοῦ πολυκλαύστου νέου παρευρέθησαν καὶ ὁ στρατηγὸς κ. Κ. Σμολένσκης. [562, 96, 814, 150]
paragraph: — Οἱ δημοτικοὶ σύμβουλοι ἀπεφάσισαν νὰ ἐξακολουθήσωσι καὶ τὸ ἔτος τοῦτο τὴν ὑπὸ τῆς Νέας Ἀγορᾶς δημιουργηθεῖσαν κάτω συνήθειαν, καὶ ἀπόστολον κατ' ἐκλογὴν μόνον εἰς τὸν ἐξοχωτάτον Δῆμον. [562, 426, 814, 557]
paragraph: Εἰδοποιῶ τὸ σεβαστὸν κοινὸν τῆς πρωτευούσης καὶ τῶν ἐπαρχιῶν, καθὼς καὶ τοὺς ἐν τῷ ἐξωτερικῷ φίλους μου, ὅτι ἀπὸ τῆς πρώτης Μαρτίου ἐ. ἔ. τὸ φωτογραφεῖον μου κατέστη μεταφερμένον εἰς τὴν ὁδὸν Ἑρμοῦ, ὅπου μετὰ νεωτάτων μηχανημάτων ἐκτελῶ πᾶσαν φωτογραφικὴν ἐργασίαν. [562, 1919, 814, 2108]
paragraph: Καὶ διὰ τοῦτο ἐθέσπε γενικὴ μεταρρύθμισις· ἀντικατεστάθησαν πολλὰ ἀντικείμενα ἐλλείποντα μέχρι τοῦδε. [834, 688, 1087, 762]
subheadline: ΥΠΟ ΤΩΝ ΙΣΠΑΝΩΝ [370, 1537, 505, 1553]
paragraph: Ἀπαντες οἱ ἐν Σηρεγορίῳ διατελοῦντες πρόσφυγες εὐχαριστοῦσιν ἐκ καρδίας τὴν κεντρικὴν τῶν προσφύγων ἐπιτροπὴν διὰ τὴν γενναίαν αὐτῆς βοήθειαν, ἥτις ὑπῆρξεν εὐεργετικωτάτη εἰς τὴν ἀπορίαν ἡμῶν. [562, 1321, 814, 1471]
divider [562, 858, 814, 860]
column-3 [562, 95, 814, 2209]
paragraph: «ΣΤΟ ΚΑΤΕΡΓΟΝ» λαμπρὰ μυθιστορία ὑπὸ Π. Ζάχχα μὲ εἰκόνας θαυμασίως ἐξεβιβασμένας (clichés) ἐκδίδεται μετ' ὀλίγας ἡμέρας ἐκ τοῦ καταστήματος τοῦ ἐκ τοῦ Βιβλιοπωλείου Σκρὶπ. Φ. Βηζᾶ. [562, 290, 814, 421]
headline: ΕΡΓΟΣΤΑΣΙΟΝ [1137, 1187, 1337, 1217]
column-1 [36, 95, 302, 2061]
table-row [36, 257, 302, 272]
advert-box [1108, 1410, 1365, 1654]
subheadline: ΤΟΥ ΣΤΡΑΤΗΓΟΥ ΣΜΟΛΕΝΣΚΗ [339, 1035, 537, 1050]
column-2 [322, 95, 554, 2570]
